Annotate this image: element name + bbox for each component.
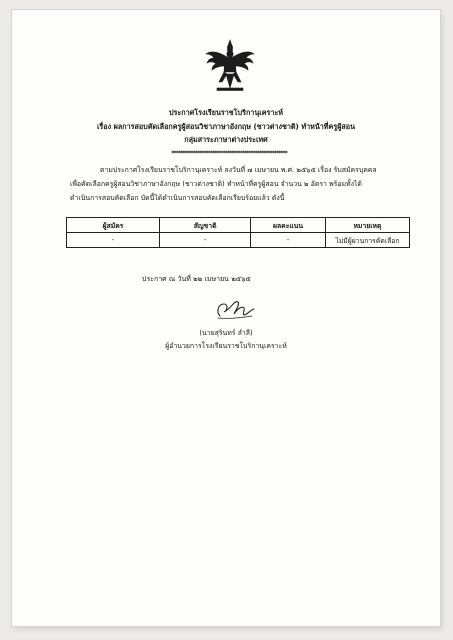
announcement-title: ประกาศโรงเรียนราชโบริกานุเคราะห์ xyxy=(168,108,284,117)
header-score: ผลคะแนน xyxy=(251,218,326,233)
subject-group: กลุ่มสาระภาษาต่างประเทศ xyxy=(184,135,268,144)
signer-name: (นายสุรินทร์ ลำลี) xyxy=(199,329,253,337)
results-table xyxy=(66,217,410,248)
signer-title: ผู้อำนวยการโรงเรียนราชโบริกานุเคราะห์ xyxy=(165,342,287,350)
cell-remarks: ไม่มีผู้ผ่านการคัดเลือก xyxy=(325,233,409,248)
cell-score: - xyxy=(251,233,326,248)
body-line-1: ตามประกาศโรงเรียนราชโบริกานุเคราะห์ ลงวันที่ ๗ เมษายน พ.ศ. ๒๕๖๕ เรื่อง รับสมัครบุคคล xyxy=(100,166,377,174)
signature-icon xyxy=(212,294,258,324)
garuda-emblem-icon xyxy=(205,38,255,94)
announcement-date: ประกาศ ณ วันที่ ๒๒ เมษายน ๒๕๖๕ xyxy=(142,275,251,283)
star-divider: ****************************************************** xyxy=(171,150,287,156)
announcement-subject: เรื่อง ผลการสอบคัดเลือกครูผู้สอนวิชาภาษาอังกฤษ (ชาวต่างชาติ) ทำหน้าที่ครูผู้สอน xyxy=(96,122,356,131)
cell-applicant: - xyxy=(67,233,160,248)
header-nationality: สัญชาติ xyxy=(160,218,251,233)
body-line-2: เพื่อคัดเลือกครูผู้สอนวิชาภาษาอังกฤษ (ชาวต่างชาติ) ทำหน้าที่ครูผู้สอน จำนวน ๒ อัตรา พร้อมทั้งได้ xyxy=(70,180,362,188)
cell-nationality: - xyxy=(160,233,251,248)
document-page xyxy=(12,10,440,626)
header-applicant: ผู้สมัคร xyxy=(67,218,160,233)
table-row xyxy=(67,233,410,248)
table-header-row xyxy=(67,218,410,233)
body-line-3: ดำเนินการสอบคัดเลือก บัดนี้ได้ดำเนินการสอบคัดเลือกเรียบร้อยแล้ว ดังนี้ xyxy=(70,194,285,202)
header-remarks: หมายเหตุ xyxy=(325,218,409,233)
